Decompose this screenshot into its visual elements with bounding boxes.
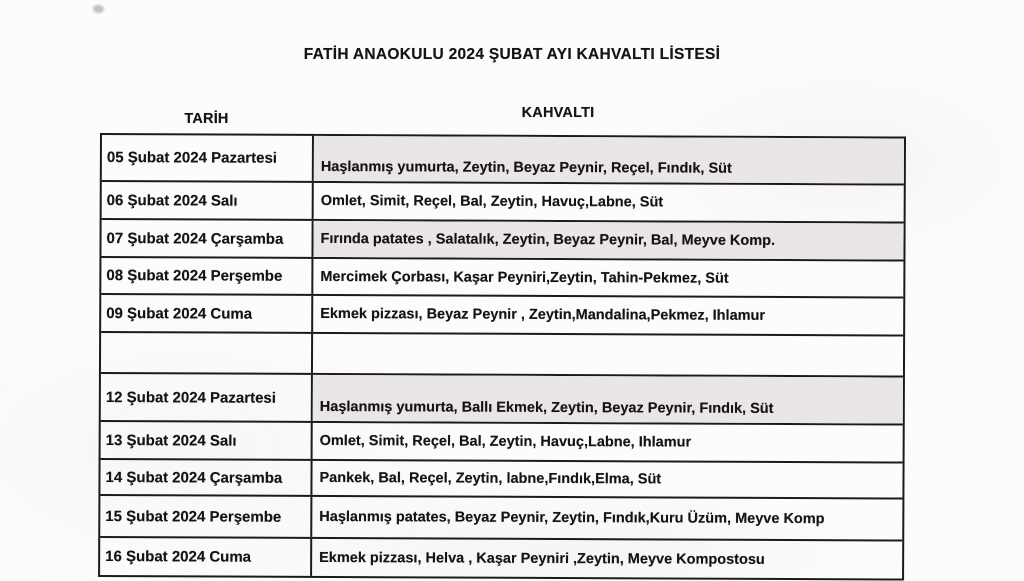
date-cell: 12 Şubat 2024 Pazartesi [101, 374, 313, 421]
table-row-empty [101, 333, 903, 377]
date-cell: 13 Şubat 2024 Salı [101, 422, 313, 459]
table-row [101, 422, 903, 463]
date-cell: 05 Şubat 2024 Pazartesi [102, 135, 314, 181]
date-cell: 15 Şubat 2024 Perşembe [100, 496, 312, 537]
scan-artifact-speck [93, 5, 104, 13]
date-cell: 08 Şubat 2024 Perşembe [101, 258, 313, 294]
menu-cell: Haşlanmış yumurta, Ballı Ekmek, Zeytin, Beyaz Peynir, Fındık, Süt [313, 375, 903, 424]
table-row [101, 220, 903, 261]
document-title: FATİH ANAOKULU 2024 ŞUBAT AYI KAHVALTI LİSTESİ [303, 46, 721, 63]
date-cell: 14 Şubat 2024 Çarşamba [100, 460, 312, 495]
date-cell: 06 Şubat 2024 Salı [102, 182, 314, 219]
table-row [101, 258, 903, 298]
menu-cell: Fırında patates , Salatalık, Zeytin, Beyaz Peynir, Bal, Meyve Komp. [313, 221, 903, 260]
menu-cell: Haşlanmış yumurta, Zeytin, Beyaz Peynir, Reçel, Fındık, Süt [314, 136, 904, 184]
column-header-tarih: TARİH [184, 111, 229, 127]
menu-cell [313, 334, 903, 376]
date-cell [101, 333, 313, 373]
table-row [100, 538, 902, 580]
menu-cell: Ekmek pizzası, Helva , Kaşar Peyniri ,Zeytin, Meyve Kompostosu [319, 549, 765, 568]
table-row [100, 460, 902, 499]
menu-cell: Mercimek Çorbası, Kaşar Peyniri,Zeytin, Tahin-Pekmez, Süt [320, 268, 729, 287]
menu-cell: Omlet, Simit, Reçel, Bal, Zeytin, Havuç,Labne, Ihlamur [319, 432, 692, 451]
menu-cell: Pankek, Bal, Reçel, Zeytin, labne,Fındık,Elma, Süt [319, 469, 662, 488]
column-header-kahvalti: KAHVALTI [521, 105, 595, 121]
date-cell: 09 Şubat 2024 Cuma [101, 295, 313, 332]
date-cell: 16 Şubat 2024 Cuma [100, 538, 312, 576]
table-row [101, 374, 903, 425]
breakfast-menu-table [98, 133, 906, 581]
date-cell: 07 Şubat 2024 Çarşamba [101, 220, 313, 257]
table-row [100, 496, 902, 541]
menu-cell: Omlet, Simit, Reçel, Bal, Zeytin, Havuç,Labne, Süt [320, 192, 664, 211]
table-row [102, 182, 904, 223]
table-row [102, 135, 904, 185]
menu-cell: Haşlanmış patates, Beyaz Peynir, Zeytin, Fındık,Kuru Üzüm, Meyve Komp [319, 508, 825, 528]
table-row [101, 295, 903, 336]
menu-cell: Ekmek pizzası, Beyaz Peynir , Zeytin,Mandalina,Pekmez, Ihlamur [320, 305, 766, 324]
